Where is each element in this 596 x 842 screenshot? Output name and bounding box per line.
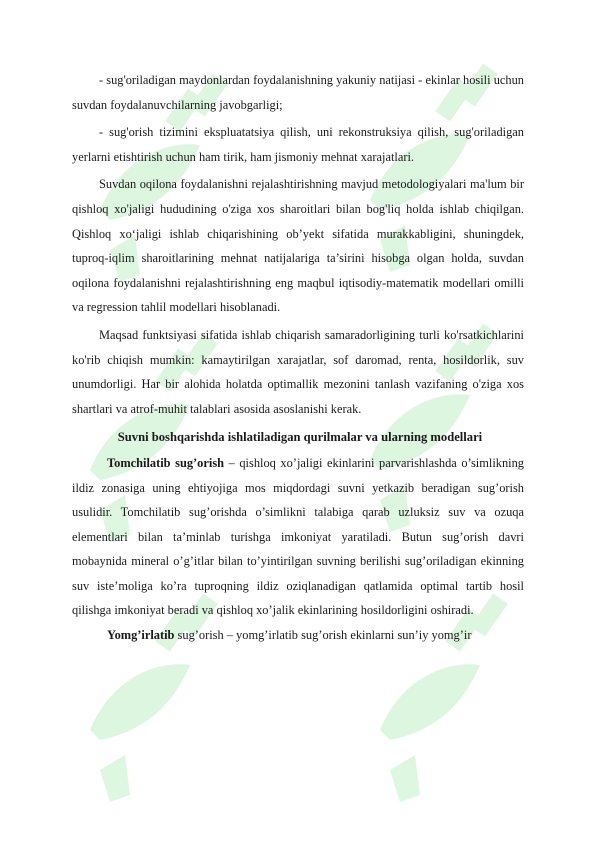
paragraph-sprinkler-irrigation — [72, 623, 524, 648]
sprinkler-irrigation-text: sug’orish – yomg’irlatib sug’orish ekinlarni sun’iy yomg’ir — [174, 628, 472, 643]
paragraph-responsibility: - sug'oriladigan maydonlardan foydalanishning yakuniy natijasi - ekinlar hosili uchun suvdan foydalanuvchilarning javobgarligi; — [72, 73, 524, 112]
paragraph-objective-function: Maqsad funktsiyasi sifatida ishlab chiqarish samaradorligining turli ko'rsatkichlarini ko'rib chiqish mumkin: kamaytirilgan xarajatlar, sof daromad, renta, hosildorlik, suv unumdorligi. Har bir alohida holatda optimallik mezonini tanlash vazifaning o'ziga xos shartlari va atrof-muhit talablari asosida asoslanishi kerak. — [72, 327, 524, 416]
term-sprinkler-irrigation: Yomg’irlatib — [107, 628, 175, 643]
paragraph-labor-costs: - sug'orish tizimini ekspluatatsiya qilish, uni rekonstruksiya qilish, sug'oriladigan yerlarni etishtirish uchun ham tirik, ham jismoniy mehnat xarajatlari. — [72, 125, 524, 164]
paragraph-methodologies: Suvdan oqilona foydalanishni rejalashtirishning mavjud metodologiyalari ma'lum bir qishloq xo'jaligi hududining o'ziga xos sharoitlari bilan bog'liq holda ishlab chiqilgan. Qishloq xo‘jaligi ishlab chiqarishining ob’yekt sifatida murakkabligini, shuningdek, tuproq-iqlim sharoitlarining mehnat natijalariga ta’sirini hisobga olgan holda, suvdan oqilona foydalanishni rejalashtirishning eng maqbul iqtisodiy-matematik modellari omilli va regression tahlil modellari hisoblanadi. — [72, 177, 524, 315]
term-drip-irrigation: Tomchilatib sug’orish — [107, 455, 225, 470]
document-body — [72, 68, 524, 648]
section-heading: Suvni boshqarishda ishlatiladigan qurilmalar va ularning modellari — [117, 430, 483, 445]
paragraph-drip-irrigation — [72, 451, 524, 623]
drip-irrigation-text: – qishloq xo’jaligi ekinlarini parvarishlashda o’simlikning ildiz zonasiga uning ehtiyojiga mos miqdordagi suvni yetkazib beradigan sug’orish usulidir. Tomchilatib sug’orishda o’simlikni talabiga qarab uzluksiz suv va ozuqa elementlari bilan ta’minlab turishga imkoniyat yaratiladi. Butun sug’orish davri mobaynida mineral o’g’itlar bilan to’yintirilgan suvning berilishi sug’oriladigan ekinning suv iste’moliga ko’ra tuproqning ildiz oziqlanadigan qatlamida optimal tartib hosil qilishga imkoniyat beradi va qishloq xo’jalik ekinlarining hosildorligini oshiradi. — [72, 455, 524, 618]
